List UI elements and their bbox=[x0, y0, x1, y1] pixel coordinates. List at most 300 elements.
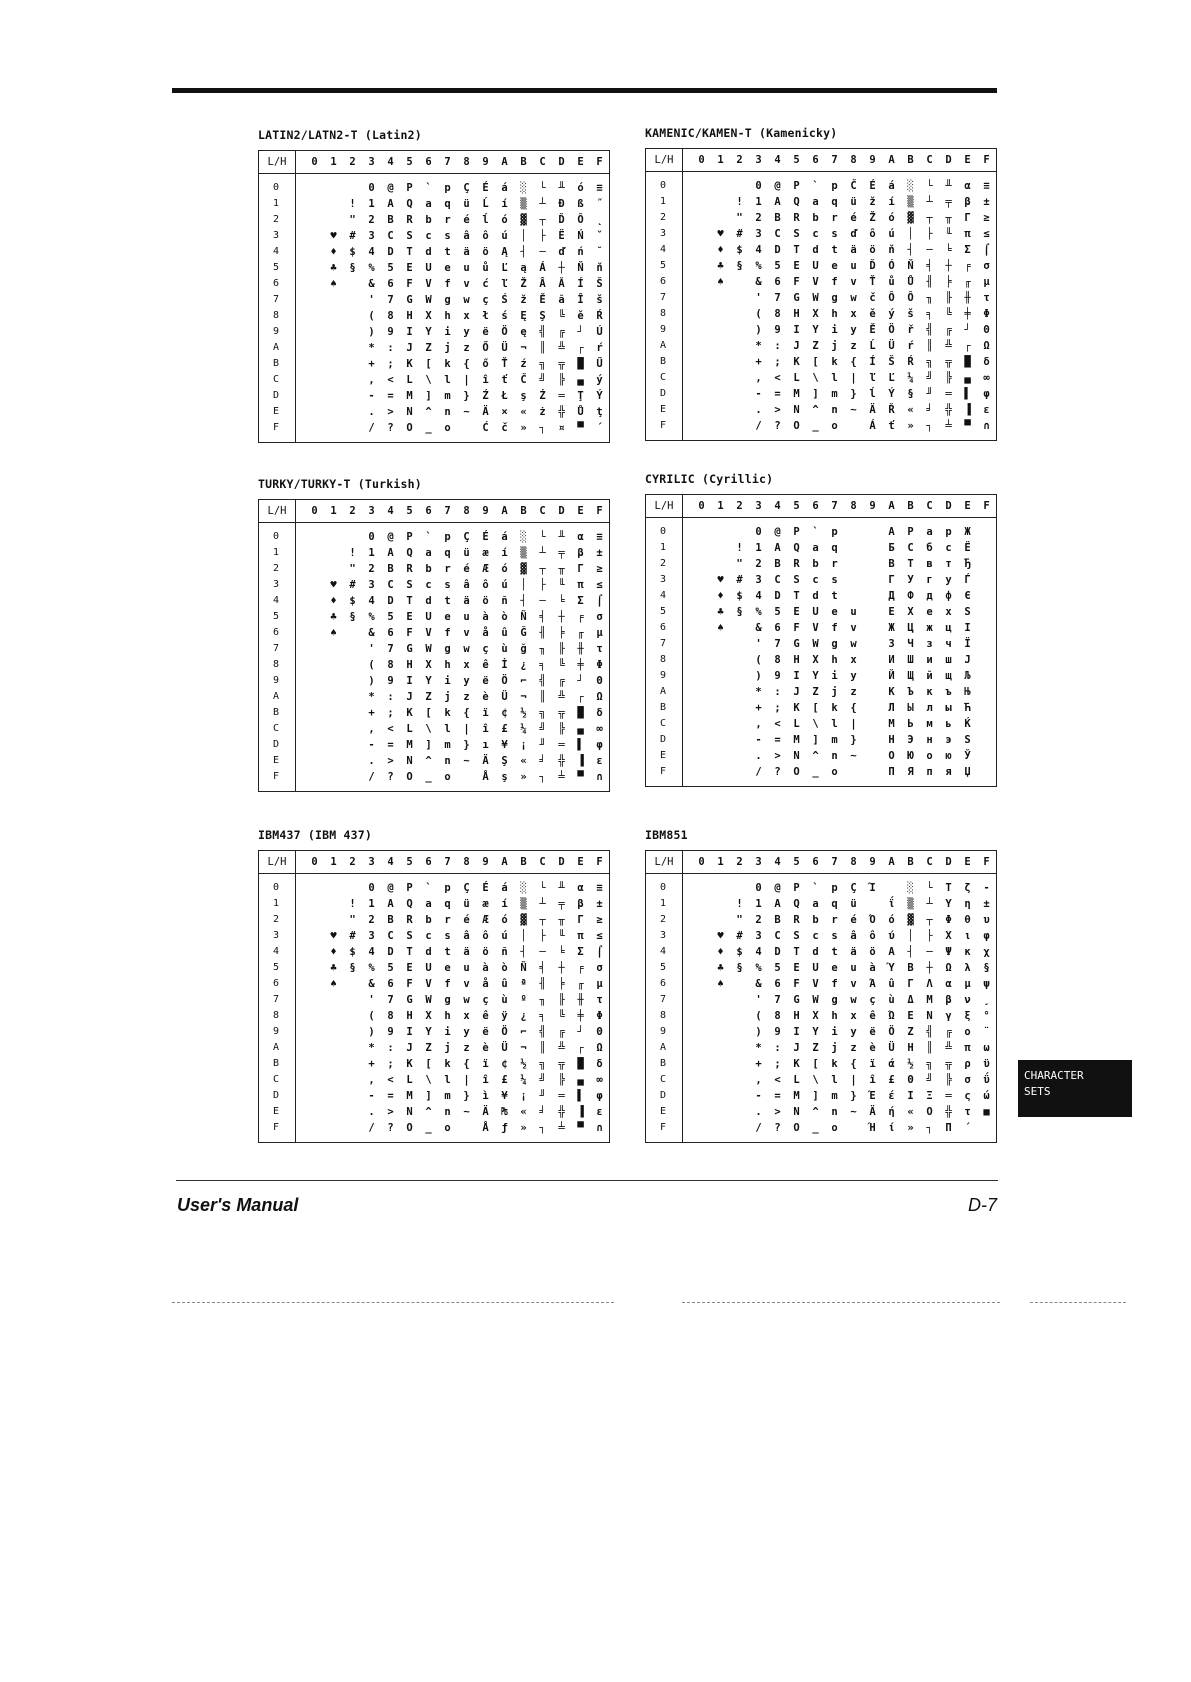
glyph-cell: n bbox=[444, 755, 451, 767]
row-headers bbox=[259, 174, 296, 443]
glyph-cell: " bbox=[349, 914, 356, 926]
glyph-cell bbox=[730, 524, 749, 540]
glyph-cell: Ő bbox=[482, 342, 489, 354]
glyph-cell: Z bbox=[812, 340, 819, 352]
glyph-row bbox=[305, 340, 609, 356]
glyph-cell: e bbox=[444, 262, 451, 274]
glyph-cell: - bbox=[755, 388, 762, 400]
glyph-cell bbox=[977, 1120, 996, 1136]
glyph-cell: @ bbox=[387, 531, 394, 543]
glyph-cell: á bbox=[888, 180, 895, 192]
row-header: 9 bbox=[660, 324, 667, 335]
glyph-row bbox=[692, 322, 996, 338]
glyph-cell: ┤ bbox=[520, 946, 527, 958]
glyph-row bbox=[305, 1120, 609, 1136]
glyph-cell: ╠ bbox=[945, 1074, 952, 1086]
glyph-cell: § bbox=[349, 262, 356, 274]
glyph-cell: ╬ bbox=[945, 1106, 952, 1118]
column-header: 0 bbox=[311, 856, 318, 868]
glyph-row bbox=[305, 244, 609, 260]
glyph-row bbox=[692, 338, 996, 354]
glyph-cell: Ü bbox=[501, 342, 508, 354]
glyph-cell: a bbox=[425, 547, 432, 559]
glyph-cell bbox=[977, 620, 996, 636]
glyph-cell: ä bbox=[463, 246, 470, 258]
glyph-cell: @ bbox=[774, 526, 781, 538]
glyph-cell bbox=[977, 764, 996, 780]
glyph-cell: ╠ bbox=[558, 374, 565, 386]
glyph-cell: Ё bbox=[964, 542, 971, 554]
glyph-cell: I bbox=[793, 324, 800, 336]
glyph-cell: ▒ bbox=[520, 198, 527, 210]
glyph-cell: ♠ bbox=[717, 978, 724, 990]
glyph-cell: 8 bbox=[774, 654, 781, 666]
glyph-cell: , bbox=[755, 372, 762, 384]
glyph-cell: ♦ bbox=[717, 244, 724, 256]
glyph-cell: ] bbox=[812, 1090, 819, 1102]
glyph-cell: â bbox=[850, 930, 857, 942]
glyph-cell bbox=[730, 668, 749, 684]
glyph-cell: v bbox=[463, 627, 470, 639]
grid-header bbox=[259, 500, 609, 523]
glyph-cell: Ô bbox=[888, 292, 895, 304]
glyph-cell: S bbox=[793, 228, 800, 240]
glyph-cell: ő bbox=[482, 358, 489, 370]
glyph-cell: ě bbox=[577, 310, 584, 322]
glyph-cell: ω bbox=[983, 1042, 990, 1054]
column-header: 1 bbox=[717, 856, 724, 868]
glyph-cell: â bbox=[463, 230, 470, 242]
row-header: C bbox=[660, 1074, 667, 1085]
glyph-cell bbox=[711, 764, 730, 780]
glyph-cell: Ů bbox=[577, 406, 584, 418]
glyph-cell: ∞ bbox=[983, 372, 990, 384]
glyph-cell: υ bbox=[983, 914, 990, 926]
glyph-cell: ╘ bbox=[945, 244, 952, 256]
glyph-cell: Æ bbox=[482, 563, 489, 575]
glyph-cell: E bbox=[793, 606, 800, 618]
glyph-cell: D bbox=[387, 246, 394, 258]
glyph-cell bbox=[343, 1120, 362, 1136]
glyph-cell: æ bbox=[482, 547, 489, 559]
glyph-cell: ж bbox=[926, 622, 933, 634]
glyph-cell: Ў bbox=[964, 750, 971, 762]
glyph-row bbox=[305, 308, 609, 324]
glyph-cell: ═ bbox=[945, 1090, 952, 1102]
glyph-cell: й bbox=[926, 670, 933, 682]
glyph-cell: Ί bbox=[869, 882, 876, 894]
glyph-cell: Á bbox=[869, 420, 876, 432]
glyph-cell: § bbox=[349, 611, 356, 623]
glyph-cell: F bbox=[406, 978, 413, 990]
glyph-cell: ∩ bbox=[596, 771, 603, 783]
glyph-cell: Χ bbox=[945, 930, 952, 942]
glyph-cell: ▒ bbox=[520, 898, 527, 910]
glyph-cell: ! bbox=[349, 547, 356, 559]
glyph-cell: g bbox=[444, 294, 451, 306]
glyph-cell: ⌐ bbox=[520, 1026, 527, 1038]
glyph-cell: Ť bbox=[869, 276, 876, 288]
glyph-cell bbox=[305, 769, 324, 785]
glyph-cell: Ж bbox=[964, 526, 971, 538]
glyph-cell: ф bbox=[945, 590, 952, 602]
row-header: B bbox=[660, 702, 667, 713]
glyph-cell: ! bbox=[736, 898, 743, 910]
row-header: 5 bbox=[660, 260, 667, 271]
glyph-cell: A bbox=[387, 547, 394, 559]
glyph-cell: \ bbox=[812, 718, 819, 730]
glyph-cell: 3 bbox=[368, 579, 375, 591]
column-header: 2 bbox=[736, 856, 743, 868]
glyph-cell: ♠ bbox=[717, 276, 724, 288]
glyph-cell: ů bbox=[482, 262, 489, 274]
glyph-cell: V bbox=[425, 627, 432, 639]
glyph-cell: ^ bbox=[812, 1106, 819, 1118]
glyph-cell: 9 bbox=[387, 326, 394, 338]
column-header: E bbox=[964, 154, 971, 166]
glyph-cell: ╠ bbox=[945, 372, 952, 384]
column-header: 9 bbox=[869, 500, 876, 512]
glyph-cell: ~ bbox=[850, 1106, 857, 1118]
row-header: D bbox=[273, 1090, 280, 1101]
section-tab[interactable] bbox=[1018, 1060, 1132, 1117]
row-header: 9 bbox=[660, 670, 667, 681]
row-header: C bbox=[660, 718, 667, 729]
row-header: 7 bbox=[273, 643, 280, 654]
glyph-cell: M bbox=[406, 390, 413, 402]
glyph-cell bbox=[730, 732, 749, 748]
glyph-cell: Ď bbox=[869, 260, 876, 272]
glyph-cell: ♥ bbox=[330, 930, 337, 942]
glyph-cell bbox=[692, 1072, 711, 1088]
glyph-cell bbox=[343, 420, 362, 436]
glyph-cell: u bbox=[463, 962, 470, 974]
glyph-cell: O bbox=[793, 420, 800, 432]
glyph-cell: 5 bbox=[774, 260, 781, 272]
glyph-cell: ╩ bbox=[945, 340, 952, 352]
glyph-cell bbox=[305, 324, 324, 340]
glyph-cell: ` bbox=[812, 526, 819, 538]
glyph-cell: < bbox=[387, 723, 394, 735]
glyph-cell: ⌐ bbox=[520, 675, 527, 687]
glyph-cell bbox=[343, 769, 362, 785]
glyph-cell bbox=[305, 228, 324, 244]
glyph-cell: Ж bbox=[888, 622, 895, 634]
glyph-cell: 4 bbox=[755, 946, 762, 958]
glyph-cell: ├ bbox=[539, 579, 546, 591]
glyph-cell: š bbox=[596, 294, 603, 306]
glyph-cell bbox=[305, 340, 324, 356]
glyph-cell: 1 bbox=[368, 898, 375, 910]
glyph-cell: k bbox=[444, 1058, 451, 1070]
glyph-cell bbox=[692, 992, 711, 1008]
glyph-cell: Ż bbox=[539, 390, 546, 402]
glyph-cell: Š bbox=[888, 356, 895, 368]
glyph-cell bbox=[324, 1056, 343, 1072]
glyph-cell: Ř bbox=[888, 404, 895, 416]
glyph-row bbox=[305, 388, 609, 404]
glyph-cell bbox=[692, 620, 711, 636]
glyph-cell: Ö bbox=[888, 324, 895, 336]
glyph-cell: ! bbox=[349, 898, 356, 910]
column-header: B bbox=[520, 156, 527, 168]
glyph-cell: § bbox=[983, 962, 990, 974]
row-header: 1 bbox=[273, 898, 280, 909]
glyph-cell: h bbox=[444, 310, 451, 322]
glyph-cell bbox=[711, 896, 730, 912]
glyph-cell: A bbox=[774, 898, 781, 910]
glyph-cell: ť bbox=[888, 420, 895, 432]
glyph-cell: 8 bbox=[387, 310, 394, 322]
glyph-cell: ║ bbox=[926, 340, 933, 352]
glyph-cell: ψ bbox=[983, 978, 990, 990]
glyph-cell bbox=[711, 178, 730, 194]
glyph-cell: v bbox=[850, 978, 857, 990]
glyph-cell: ľ bbox=[869, 372, 876, 384]
glyph-cell: 9 bbox=[387, 1026, 394, 1038]
glyph-cell: τ bbox=[596, 643, 603, 655]
glyph-cell: Φ bbox=[983, 308, 990, 320]
glyph-cell: l bbox=[444, 1074, 451, 1086]
glyph-cell bbox=[711, 716, 730, 732]
glyph-cell: ▌ bbox=[577, 1090, 584, 1102]
glyph-cell: E bbox=[793, 962, 800, 974]
glyph-row bbox=[692, 944, 996, 960]
glyph-cell: 4 bbox=[755, 244, 762, 256]
glyph-cell: * bbox=[368, 342, 375, 354]
glyph-cell bbox=[692, 1040, 711, 1056]
glyph-cell: 9 bbox=[774, 1026, 781, 1038]
glyph-cell bbox=[863, 684, 882, 700]
glyph-cell: _ bbox=[425, 771, 432, 783]
glyph-cell bbox=[863, 700, 882, 716]
glyph-row bbox=[305, 705, 609, 721]
row-header: 8 bbox=[660, 1010, 667, 1021]
row-header: B bbox=[273, 1058, 280, 1069]
glyph-cell: & bbox=[755, 978, 762, 990]
glyph-cell bbox=[692, 354, 711, 370]
glyph-row bbox=[305, 196, 609, 212]
glyph-cell: U bbox=[812, 260, 819, 272]
glyph-cell: ▒ bbox=[907, 196, 914, 208]
glyph-cell: [ bbox=[425, 707, 432, 719]
glyph-cell: 4 bbox=[368, 246, 375, 258]
glyph-cell bbox=[711, 992, 730, 1008]
glyph-cell bbox=[844, 418, 863, 434]
glyph-cell: ? bbox=[387, 1122, 394, 1134]
glyph-row bbox=[305, 228, 609, 244]
glyph-row bbox=[692, 572, 996, 588]
glyph-cell: [ bbox=[425, 1058, 432, 1070]
glyph-cell: 8 bbox=[774, 308, 781, 320]
glyph-cell: ╤ bbox=[558, 547, 565, 559]
glyph-cell bbox=[343, 657, 362, 673]
glyph-cell: ╗ bbox=[539, 358, 546, 370]
glyph-cell: ╣ bbox=[539, 675, 546, 687]
glyph-cell: > bbox=[774, 404, 781, 416]
glyph-cell: γ bbox=[945, 1010, 952, 1022]
glyph-cell bbox=[324, 324, 343, 340]
glyph-cell bbox=[692, 210, 711, 226]
glyph-cell bbox=[711, 194, 730, 210]
glyph-cell: Р bbox=[907, 526, 914, 538]
glyph-cell bbox=[305, 180, 324, 196]
glyph-row bbox=[305, 577, 609, 593]
glyph-cell: [ bbox=[812, 356, 819, 368]
glyph-cell: . bbox=[755, 404, 762, 416]
glyph-cell: å bbox=[482, 978, 489, 990]
glyph-cell: ╘ bbox=[558, 946, 565, 958]
glyph-cell: m bbox=[831, 388, 838, 400]
glyph-cell: μ bbox=[964, 978, 971, 990]
glyph-cell: κ bbox=[964, 946, 971, 958]
glyph-cell: ╡ bbox=[926, 260, 933, 272]
glyph-cell: ╨ bbox=[558, 882, 565, 894]
column-header: B bbox=[907, 500, 914, 512]
glyph-cell: d bbox=[812, 946, 819, 958]
glyph-cell: D bbox=[774, 244, 781, 256]
glyph-cell: o bbox=[831, 1122, 838, 1134]
glyph-cell bbox=[305, 356, 324, 372]
glyph-row bbox=[305, 912, 609, 928]
row-header: 8 bbox=[273, 310, 280, 321]
glyph-cell: Ś bbox=[501, 294, 508, 306]
glyph-cell: v bbox=[463, 278, 470, 290]
glyph-cell: Y bbox=[425, 1026, 432, 1038]
glyph-cell: ∩ bbox=[983, 420, 990, 432]
glyph-cell: û bbox=[501, 978, 508, 990]
glyph-cell bbox=[305, 625, 324, 641]
glyph-cell: W bbox=[425, 294, 432, 306]
glyph-cell: ╩ bbox=[945, 1042, 952, 1054]
glyph-cell bbox=[305, 260, 324, 276]
glyph-cell: ≡ bbox=[983, 180, 990, 192]
glyph-cell: 5 bbox=[774, 606, 781, 618]
row-header: 6 bbox=[273, 978, 280, 989]
glyph-cell: ▐ bbox=[964, 404, 971, 416]
glyph-cell: N bbox=[793, 404, 800, 416]
glyph-cell: ~ bbox=[463, 1106, 470, 1118]
glyph-cell: ╔ bbox=[558, 675, 565, 687]
glyph-cell: E bbox=[406, 611, 413, 623]
glyph-cell: ╬ bbox=[558, 755, 565, 767]
glyph-cell bbox=[343, 1104, 362, 1120]
glyph-cell bbox=[711, 1008, 730, 1024]
glyph-cell: A bbox=[774, 542, 781, 554]
glyph-cell: m bbox=[831, 734, 838, 746]
glyph-cell: І bbox=[964, 622, 971, 634]
glyph-cell: | bbox=[463, 1074, 470, 1086]
glyph-cell: # bbox=[349, 230, 356, 242]
glyph-cell: ş bbox=[520, 390, 527, 402]
glyph-cell: º bbox=[520, 994, 527, 1006]
row-header: 8 bbox=[660, 654, 667, 665]
glyph-cell: └ bbox=[539, 182, 546, 194]
glyph-cell: " bbox=[736, 558, 743, 570]
glyph-area bbox=[683, 172, 996, 441]
glyph-cell: ╔ bbox=[558, 326, 565, 338]
glyph-cell: Z bbox=[812, 1042, 819, 1054]
column-headers bbox=[683, 500, 996, 512]
glyph-cell: c bbox=[812, 930, 819, 942]
footer-rule bbox=[176, 1180, 998, 1181]
glyph-cell bbox=[324, 689, 343, 705]
glyph-cell: T bbox=[406, 246, 413, 258]
row-header: A bbox=[273, 691, 280, 702]
glyph-cell: ─ bbox=[926, 244, 933, 256]
glyph-cell bbox=[711, 732, 730, 748]
glyph-cell: | bbox=[850, 1074, 857, 1086]
glyph-cell: z bbox=[463, 342, 470, 354]
glyph-cell: ú bbox=[501, 930, 508, 942]
glyph-cell: ┘ bbox=[577, 675, 584, 687]
glyph-cell: ♥ bbox=[717, 930, 724, 942]
glyph-cell bbox=[730, 354, 749, 370]
glyph-cell: ϋ bbox=[983, 1058, 990, 1070]
glyph-cell: 6 bbox=[387, 627, 394, 639]
glyph-cell: ╟ bbox=[945, 292, 952, 304]
glyph-row bbox=[692, 226, 996, 242]
column-header: 8 bbox=[463, 505, 470, 517]
glyph-cell: Ţ bbox=[577, 390, 584, 402]
row-header: 1 bbox=[660, 542, 667, 553]
glyph-cell: ╗ bbox=[539, 1058, 546, 1070]
glyph-cell bbox=[730, 620, 749, 636]
glyph-cell: i bbox=[831, 670, 838, 682]
charset-grid bbox=[258, 150, 610, 443]
glyph-cell bbox=[730, 178, 749, 194]
glyph-cell: 2 bbox=[368, 914, 375, 926]
glyph-cell: ε bbox=[596, 1106, 603, 1118]
glyph-cell: C bbox=[387, 230, 394, 242]
glyph-cell: ╬ bbox=[558, 1106, 565, 1118]
glyph-cell: % bbox=[368, 262, 375, 274]
glyph-cell: ♦ bbox=[330, 246, 337, 258]
glyph-cell: 1 bbox=[755, 542, 762, 554]
glyph-cell: $ bbox=[736, 244, 743, 256]
glyph-cell: Ç bbox=[463, 882, 470, 894]
glyph-row bbox=[692, 880, 996, 896]
glyph-cell: { bbox=[850, 356, 857, 368]
glyph-cell: ╩ bbox=[558, 1042, 565, 1054]
glyph-cell bbox=[730, 652, 749, 668]
glyph-cell bbox=[692, 960, 711, 976]
glyph-cell: < bbox=[387, 1074, 394, 1086]
glyph-cell: Ε bbox=[907, 1010, 914, 1022]
glyph-cell: ö bbox=[482, 595, 489, 607]
row-header: 7 bbox=[660, 292, 667, 303]
glyph-cell: ╬ bbox=[945, 404, 952, 416]
glyph-cell: Ω bbox=[983, 340, 990, 352]
glyph-cell: ` bbox=[425, 531, 432, 543]
glyph-cell: ť bbox=[501, 374, 508, 386]
glyph-cell: m bbox=[444, 1090, 451, 1102]
glyph-cell: δ bbox=[596, 1058, 603, 1070]
glyph-cell bbox=[324, 356, 343, 372]
glyph-cell: З bbox=[888, 638, 895, 650]
glyph-cell: ± bbox=[596, 898, 603, 910]
glyph-cell: ═ bbox=[558, 1090, 565, 1102]
glyph-cell: I bbox=[406, 1026, 413, 1038]
glyph-cell: ¤ bbox=[558, 422, 565, 434]
glyph-cell: # bbox=[736, 574, 743, 586]
glyph-cell: ♥ bbox=[330, 230, 337, 242]
glyph-cell: ц bbox=[945, 622, 952, 634]
glyph-cell: ▄ bbox=[964, 372, 971, 384]
glyph-cell bbox=[324, 196, 343, 212]
glyph-cell: ╪ bbox=[577, 659, 584, 671]
glyph-row bbox=[305, 420, 609, 436]
